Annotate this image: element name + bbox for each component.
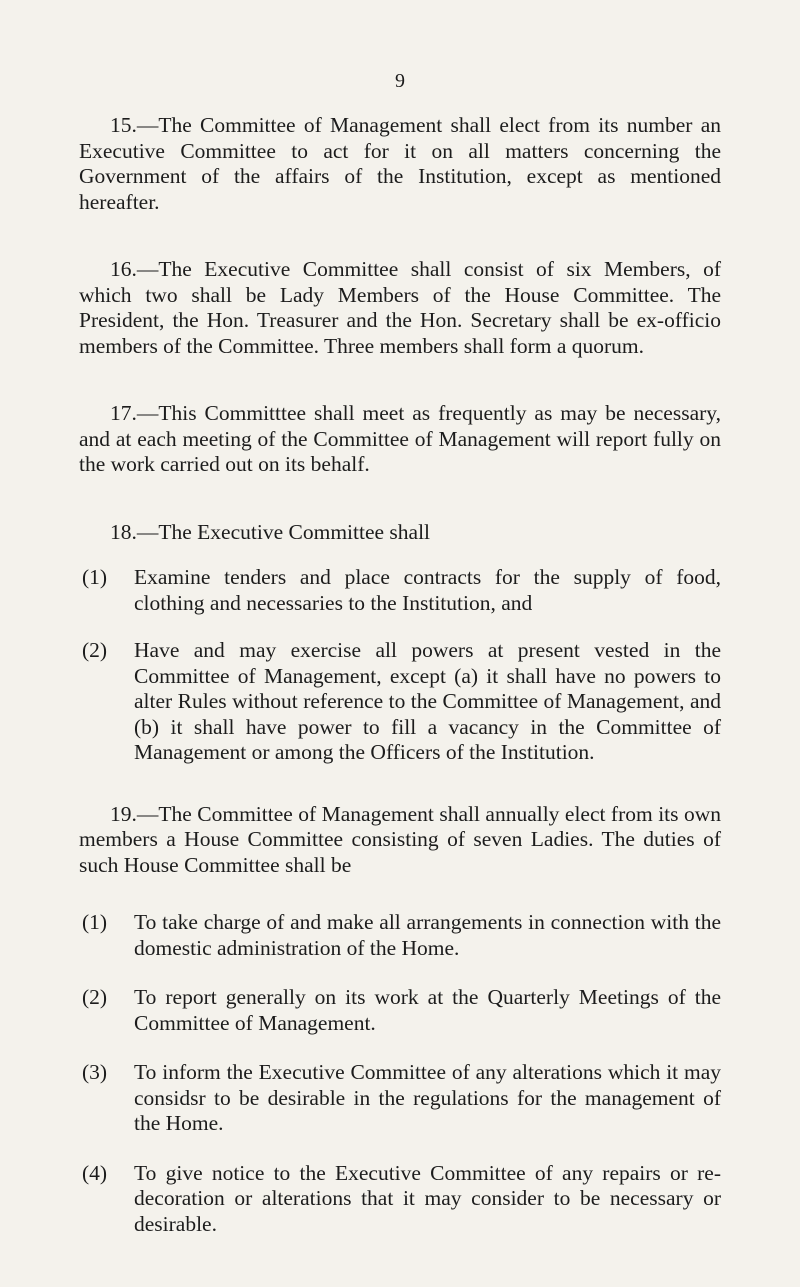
- list-item: [82, 985, 721, 1036]
- paragraph-15: 15.—The Committee of Management shall elect from its number an Executive Committee to act for it on all matters concerning the Government of the affairs of the Institution, except as mentioned hereafter.: [79, 113, 721, 214]
- list-item-number: (2): [82, 638, 108, 662]
- list-item-number: (1): [82, 910, 108, 934]
- page-number: 9: [395, 70, 405, 92]
- paragraph-16: 16.—The Executive Committee shall consist of six Members, of which two shall be Lady Members of the House Committee. The President, the Hon. Treasurer and the Hon. Secretary shall be ex-officio members of the Committee. Three members shall form a quorum.: [79, 257, 721, 358]
- list-item: [82, 1161, 721, 1238]
- list-item: [82, 638, 721, 766]
- paragraph-18: 18.—The Executive Committee shall: [110, 519, 431, 544]
- list-item-text: To take charge of and make all arrangements in connection with the domestic administration of the Home.: [134, 910, 721, 960]
- paragraph-17: 17.—This Committtee shall meet as frequently as may be necessary, and at each meeting of the Committee of Management will report fully on the work carried out on its behalf.: [79, 401, 721, 476]
- list-item-number: (3): [82, 1060, 108, 1084]
- list-item-number: (1): [82, 565, 108, 589]
- list-item-text: Examine tenders and place contracts for the supply of food, clothing and necessaries to the Institution, and: [134, 565, 721, 615]
- list-item-number: (2): [82, 985, 108, 1009]
- list-18: [82, 565, 721, 766]
- list-item-number: (4): [82, 1160, 108, 1185]
- paragraph-19: 19.—The Committee of Management shall annually elect from its own members a House Committee consisting of seven Ladies. The duties of such House Committee shall be: [79, 801, 721, 877]
- list-item: [82, 910, 721, 961]
- document-body: [79, 113, 721, 1261]
- list-item-text: Have and may exercise all powers at present vested in the Committee of Management, except (a) it shall have no powers to alter Rules without reference to the Committee of Management, and (b) it shall have power to fill a vacancy in the Committee of Management or among the Officers of the Institution.: [134, 638, 721, 764]
- list-item-text: To inform the Executive Committee of any alterations which it may considsr to be desirable in the regulations for the management of the Home.: [134, 1060, 721, 1135]
- list-item: [82, 1060, 721, 1137]
- list-item-text: To report generally on its work at the Quarterly Meetings of the Committee of Management.: [134, 985, 721, 1035]
- list-item-text: To give notice to the Executive Committee of any repairs or re-decoration or alterations that it may consider to be necessary or desirable.: [134, 1160, 721, 1236]
- list-item: [82, 565, 721, 616]
- list-19: [82, 910, 721, 1237]
